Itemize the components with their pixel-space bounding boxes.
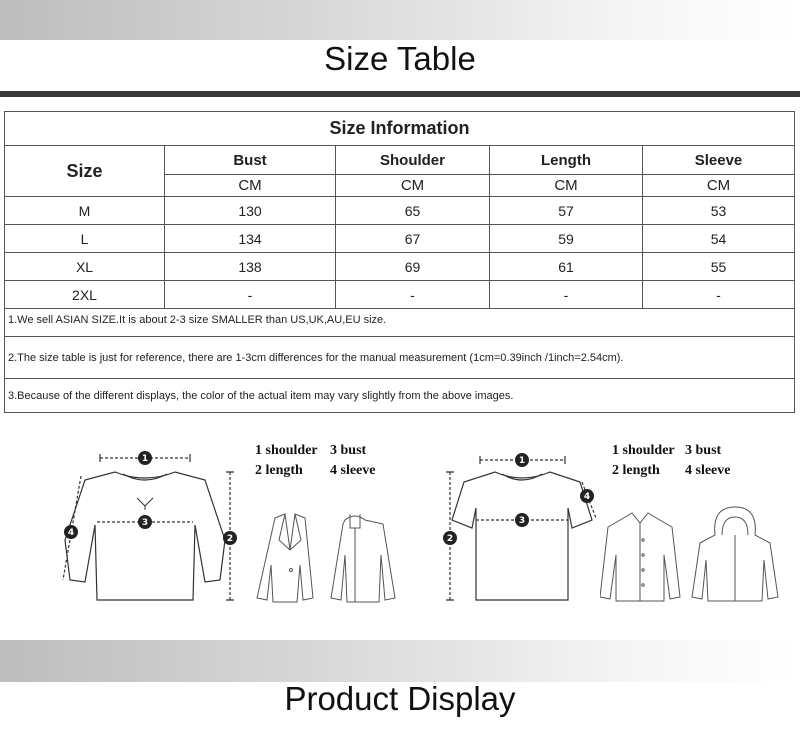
legend-length: 2 length bbox=[255, 463, 303, 478]
tshirt-outline bbox=[452, 472, 592, 600]
cell-length: - bbox=[490, 281, 643, 309]
unit-length: CM bbox=[490, 175, 643, 197]
legend-sleeve: 4 sleeve bbox=[330, 463, 376, 478]
row-size: M bbox=[5, 197, 165, 225]
cell-sleeve: - bbox=[643, 281, 795, 309]
cell-length: 61 bbox=[490, 253, 643, 281]
marker-3-label: 3 bbox=[141, 518, 149, 528]
unit-shoulder: CM bbox=[336, 175, 490, 197]
tshirt-collar bbox=[502, 474, 542, 480]
cell-bust: - bbox=[165, 281, 336, 309]
legend-length: 2 length bbox=[612, 463, 660, 478]
column-header-shoulder: Shoulder bbox=[336, 146, 490, 175]
legend-shoulder: 1 shoulder bbox=[255, 443, 318, 458]
cell-bust: 138 bbox=[165, 253, 336, 281]
row-size: XL bbox=[5, 253, 165, 281]
cell-length: 57 bbox=[490, 197, 643, 225]
size-table bbox=[4, 111, 795, 413]
cell-bust: 130 bbox=[165, 197, 336, 225]
marker-4-label: 4 bbox=[67, 528, 75, 538]
cell-sleeve: 54 bbox=[643, 225, 795, 253]
table-row bbox=[5, 281, 795, 309]
size-information-caption: Size Information bbox=[5, 112, 795, 146]
cell-bust: 134 bbox=[165, 225, 336, 253]
unit-sleeve: CM bbox=[643, 175, 795, 197]
marker-2-label: 2 bbox=[446, 534, 454, 544]
product-display-title: Product Display bbox=[284, 680, 516, 717]
size-table-container bbox=[4, 111, 794, 413]
column-header-sleeve: Sleeve bbox=[643, 146, 795, 175]
sweater-outline bbox=[65, 472, 225, 600]
blazer-and-jacket-icons bbox=[255, 510, 405, 605]
table-row bbox=[5, 253, 795, 281]
long-sleeve-measurement-diagram bbox=[55, 440, 255, 620]
legend-bust: 3 bust bbox=[330, 443, 367, 458]
marker-1-label: 1 bbox=[141, 454, 149, 464]
marker-1-label: 1 bbox=[518, 456, 526, 466]
cell-sleeve: 55 bbox=[643, 253, 795, 281]
column-header-bust: Bust bbox=[165, 146, 336, 175]
cell-shoulder: 65 bbox=[336, 197, 490, 225]
cell-shoulder: 69 bbox=[336, 253, 490, 281]
column-header-length: Length bbox=[490, 146, 643, 175]
legend-bust: 3 bust bbox=[685, 443, 722, 458]
jacket-icon bbox=[331, 516, 395, 602]
blazer-icon bbox=[257, 514, 313, 602]
note-color-variance: 3.Because of the different displays, the color of the actual item may vary slightly from the above images. bbox=[5, 379, 795, 413]
shirt-and-hoodie-icons bbox=[600, 505, 780, 605]
table-row bbox=[5, 225, 795, 253]
header-divider bbox=[0, 91, 800, 97]
legend-sleeve: 4 sleeve bbox=[685, 463, 731, 478]
note-asian-size: 1.We sell ASIAN SIZE.It is about 2-3 size SMALLER than US,UK,AU,EU size. bbox=[5, 309, 795, 337]
row-size: L bbox=[5, 225, 165, 253]
sweater-seam bbox=[137, 498, 153, 510]
cell-length: 59 bbox=[490, 225, 643, 253]
product-display-header bbox=[0, 640, 800, 740]
legend-shoulder: 1 shoulder bbox=[612, 443, 675, 458]
unit-bust: CM bbox=[165, 175, 336, 197]
header-gradient bbox=[0, 0, 800, 40]
size-column-header: Size bbox=[5, 146, 165, 197]
size-table-title: Size Table bbox=[324, 40, 476, 77]
table-row bbox=[5, 197, 795, 225]
footer-gradient bbox=[0, 640, 800, 682]
right-measurement-legend bbox=[612, 443, 730, 483]
cell-shoulder: - bbox=[336, 281, 490, 309]
row-size: 2XL bbox=[5, 281, 165, 309]
marker-3-label: 3 bbox=[518, 516, 526, 526]
short-sleeve-measurement-diagram bbox=[440, 440, 610, 620]
cell-shoulder: 67 bbox=[336, 225, 490, 253]
size-table-header bbox=[0, 0, 800, 110]
sweater-collar bbox=[123, 474, 167, 480]
marker-2-label: 2 bbox=[226, 534, 234, 544]
left-measurement-legend bbox=[255, 443, 375, 483]
marker-4-label: 4 bbox=[583, 492, 591, 502]
cell-sleeve: 53 bbox=[643, 197, 795, 225]
note-measurement-difference: 2.The size table is just for reference, there are 1-3cm differences for the manual measurement (1cm=0.39inch /1inch=2.54cm). bbox=[5, 337, 795, 379]
